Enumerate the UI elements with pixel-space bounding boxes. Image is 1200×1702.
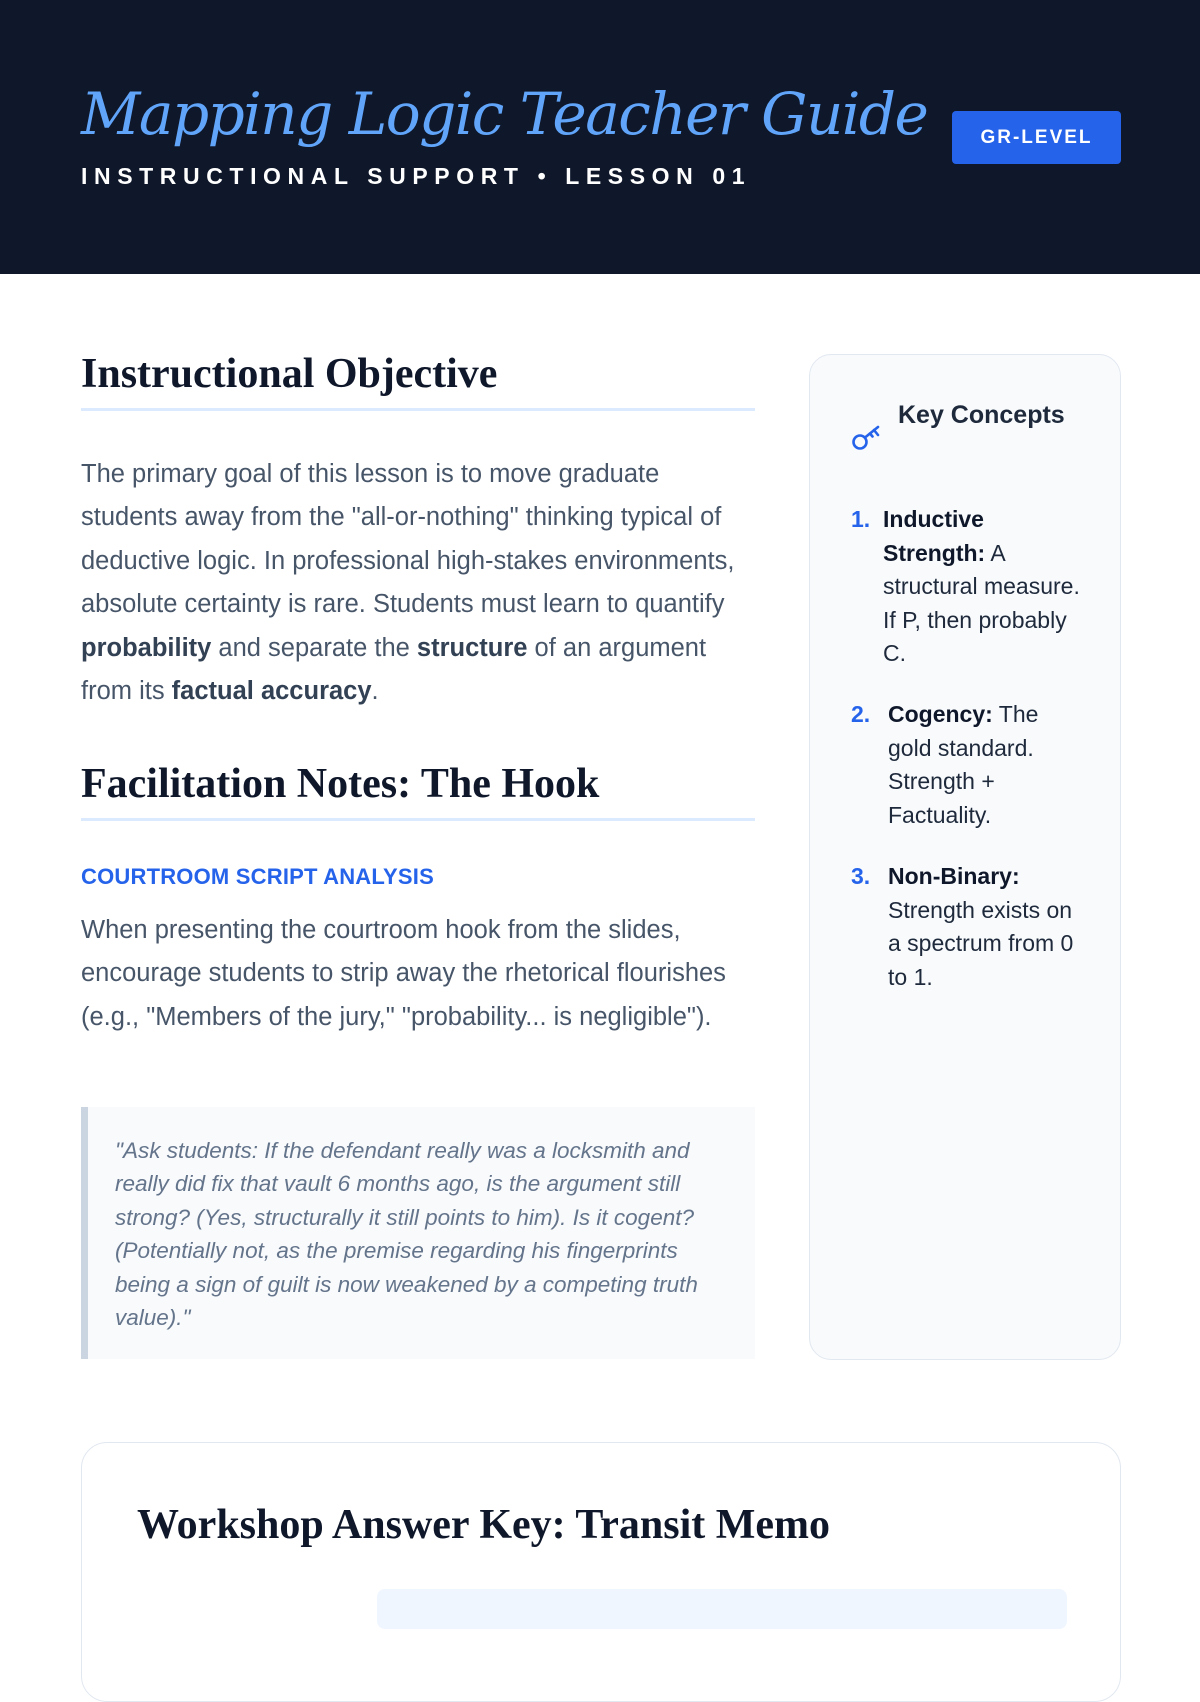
key-concepts-title: Key Concepts bbox=[898, 401, 1065, 429]
concept-term: Cogency: bbox=[888, 701, 993, 727]
objective-bold-probability: probability bbox=[81, 633, 212, 662]
workshop-title: Workshop Answer Key: Transit Memo bbox=[137, 1502, 831, 1548]
key-concepts-panel bbox=[809, 354, 1121, 1360]
concept-text bbox=[888, 698, 1083, 832]
quote-text: "Ask students: If the defendant really was a locksmith and really did fix that vault 6 months ago, is the argument still strong? (Yes, structurally it still points to him). Is it cogent? (Potentially not, as the premise regarding his fingerprints being a sign of guilt is now weakened by a competing truth value)." bbox=[115, 1138, 698, 1331]
page-header bbox=[0, 0, 1200, 274]
objective-text-2: and separate the bbox=[211, 633, 417, 662]
hook-paragraph: When presenting the courtroom hook from the slides, encourage students to strip away the rhetorical flourishes (e.g., "Members of the jury," "probability... is negligible"). bbox=[81, 916, 726, 1031]
concept-term: Non-Binary: bbox=[888, 863, 1020, 889]
concept-text bbox=[888, 860, 1083, 994]
workshop-content-strip bbox=[377, 1589, 1067, 1629]
objective-bold-structure: structure bbox=[416, 633, 528, 662]
key-icon bbox=[850, 419, 884, 453]
concept-term: Inductive Strength: bbox=[883, 506, 986, 566]
objective-bold-factual-accuracy: factual accuracy bbox=[171, 677, 372, 706]
concept-desc: Strength exists on a spectrum from 0 to 1. bbox=[888, 896, 1074, 990]
concept-text bbox=[883, 503, 1083, 671]
objective-text-4: . bbox=[371, 677, 379, 706]
concept-number: 3. bbox=[851, 863, 871, 889]
objective-paragraph bbox=[81, 453, 755, 713]
objective-text-1: The primary goal of this lesson is to move graduate students away from the "all-or-nothing" thinking typical of deductive logic. In professional high-stakes environments, absolute certainty is rare. Students must learn to quantify bbox=[81, 460, 735, 619]
page-title: Mapping Logic Teacher Guide bbox=[81, 80, 928, 148]
objective-heading: Instructional Objective bbox=[81, 350, 755, 411]
concept-desc: A structural measure. If P, then probably C. bbox=[883, 539, 1080, 666]
concept-number: 1. bbox=[851, 506, 871, 532]
level-badge: GR-LEVEL bbox=[952, 111, 1121, 164]
objective-text-3: of an argument from its bbox=[81, 633, 707, 706]
facilitation-heading: Facilitation Notes: The Hook bbox=[81, 760, 755, 821]
facilitation-quote bbox=[81, 1107, 755, 1359]
courtroom-label: COURTROOM SCRIPT ANALYSIS bbox=[81, 864, 434, 889]
page-subtitle: INSTRUCTIONAL SUPPORT • LESSON 01 bbox=[81, 163, 752, 189]
concept-desc: The gold standard. Strength + Factuality. bbox=[888, 701, 1039, 828]
concept-number: 2. bbox=[851, 701, 871, 727]
workshop-answer-key bbox=[81, 1442, 1121, 1702]
